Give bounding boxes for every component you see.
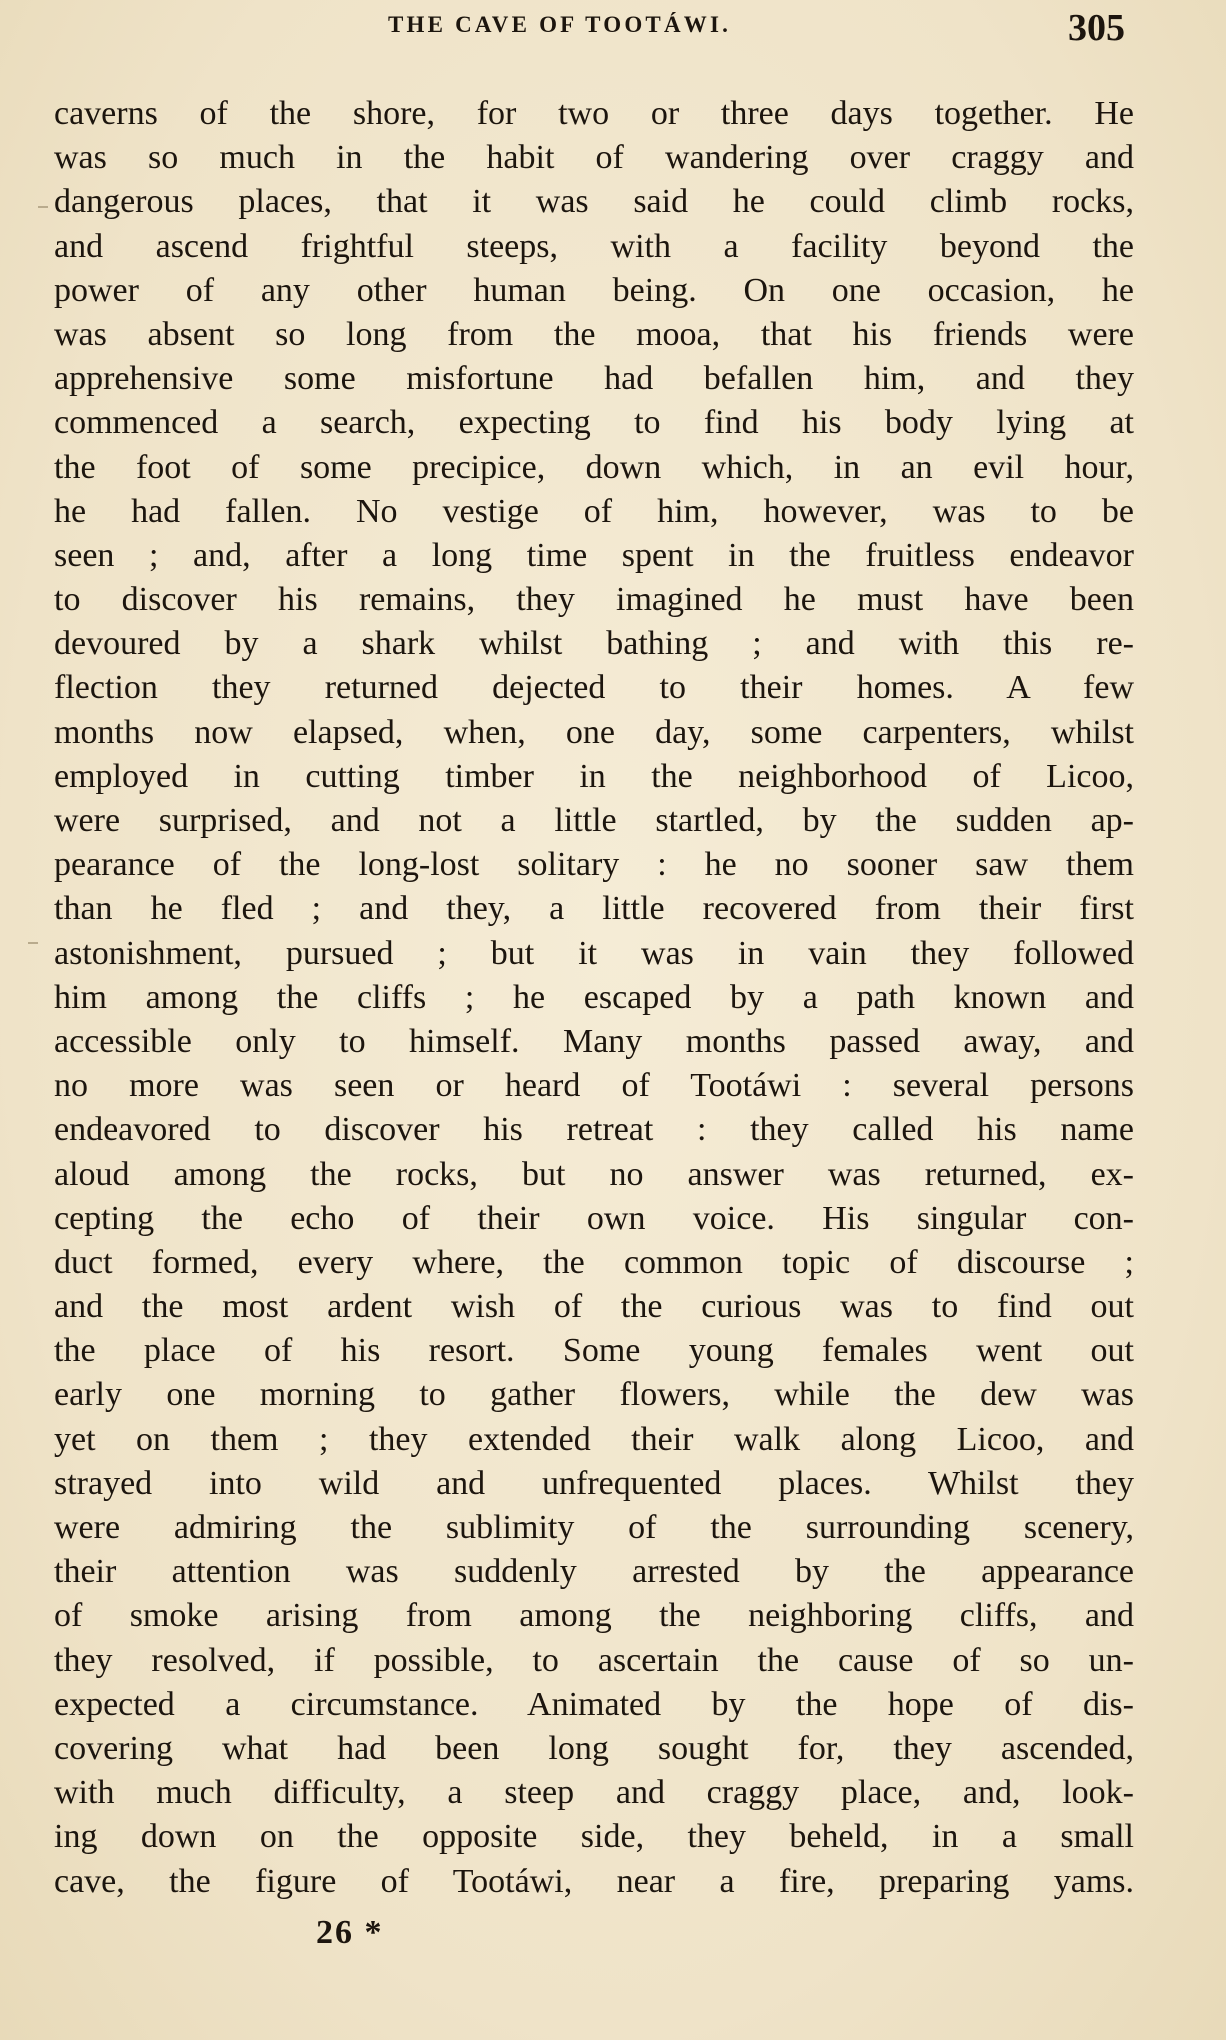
text-line: they resolved, if possible, to ascertain the cause of so un- (54, 1641, 1134, 1679)
text-line: with much difficulty, a steep and craggy place, and, look- (54, 1774, 1134, 1812)
margin-mark (38, 206, 48, 208)
page-number: 305 (1068, 7, 1125, 49)
text-line: aloud among the rocks, but no answer was returned, ex- (54, 1155, 1134, 1193)
text-line: was absent so long from the mooa, that his friends were (54, 315, 1134, 353)
body-text (54, 92, 1134, 1904)
text-line: astonishment, pursued ; but it was in vain they followed (54, 934, 1134, 972)
running-title: THE CAVE OF TOOTÁWI. (388, 12, 732, 37)
text-line: duct formed, every where, the common topic of discourse ; (54, 1243, 1134, 1281)
text-line: to discover his remains, they imagined he must have been (54, 581, 1134, 619)
text-line: apprehensive some misfortune had befallen him, and they (54, 360, 1134, 398)
text-line: yet on them ; they extended their walk along Licoo, and (54, 1420, 1134, 1458)
text-line: than he fled ; and they, a little recovered from their first (54, 890, 1134, 928)
text-line: he had fallen. No vestige of him, however, was to be (54, 492, 1134, 530)
text-line: the place of his resort. Some young females went out (54, 1332, 1134, 1370)
text-line: expected a circumstance. Animated by the hope of dis- (54, 1685, 1134, 1723)
text-line: covering what had been long sought for, they ascended, (54, 1729, 1134, 1767)
text-line: early one morning to gather flowers, while the dew was (54, 1376, 1134, 1414)
text-line: commenced a search, expecting to find his body lying at (54, 404, 1134, 442)
margin-mark (28, 942, 38, 944)
text-line: were admiring the sublimity of the surrounding scenery, (54, 1509, 1134, 1546)
text-line: flection they returned dejected to their homes. A few (54, 669, 1134, 707)
text-line: seen ; and, after a long time spent in the fruitless endeavor (54, 536, 1134, 574)
text-line: their attention was suddenly arrested by the appearance (54, 1553, 1134, 1591)
text-line: pearance of the long-lost solitary : he no sooner saw them (54, 846, 1134, 884)
text-line: him among the cliffs ; he escaped by a path known and (54, 978, 1134, 1016)
signature-mark: 26 * (316, 1914, 384, 1951)
text-line: ing down on the opposite side, they beheld, in a small (54, 1818, 1134, 1856)
text-line: was so much in the habit of wandering over craggy and (54, 139, 1134, 177)
text-line: endeavored to discover his retreat : they called his name (54, 1111, 1134, 1149)
text-line: cepting the echo of their own voice. His singular con- (54, 1199, 1134, 1237)
text-line: dangerous places, that it was said he could climb rocks, (54, 183, 1134, 221)
text-line: accessible only to himself. Many months passed away, and (54, 1022, 1134, 1060)
text-line: and the most ardent wish of the curious was to find out (54, 1288, 1134, 1326)
text-line: of smoke arising from among the neighboring cliffs, and (54, 1597, 1134, 1635)
text-line: and ascend frightful steeps, with a facility beyond the (54, 227, 1134, 265)
text-line: employed in cutting timber in the neighborhood of Licoo, (54, 757, 1134, 795)
text-line: caverns of the shore, for two or three days together. He (54, 95, 1134, 132)
text-line: power of any other human being. On one occasion, he (54, 271, 1134, 309)
text-line: the foot of some precipice, down which, in an evil hour, (54, 448, 1134, 486)
text-line: were surprised, and not a little startled, by the sudden ap- (54, 802, 1134, 839)
text-line: cave, the figure of Tootáwi, near a fire, preparing yams. (54, 1862, 1134, 1900)
text-line: months now elapsed, when, one day, some carpenters, whilst (54, 713, 1134, 751)
text-line: devoured by a shark whilst bathing ; and with this re- (54, 625, 1134, 663)
text-line: strayed into wild and unfrequented places. Whilst they (54, 1464, 1134, 1502)
text-line: no more was seen or heard of Tootáwi : several persons (54, 1067, 1134, 1105)
